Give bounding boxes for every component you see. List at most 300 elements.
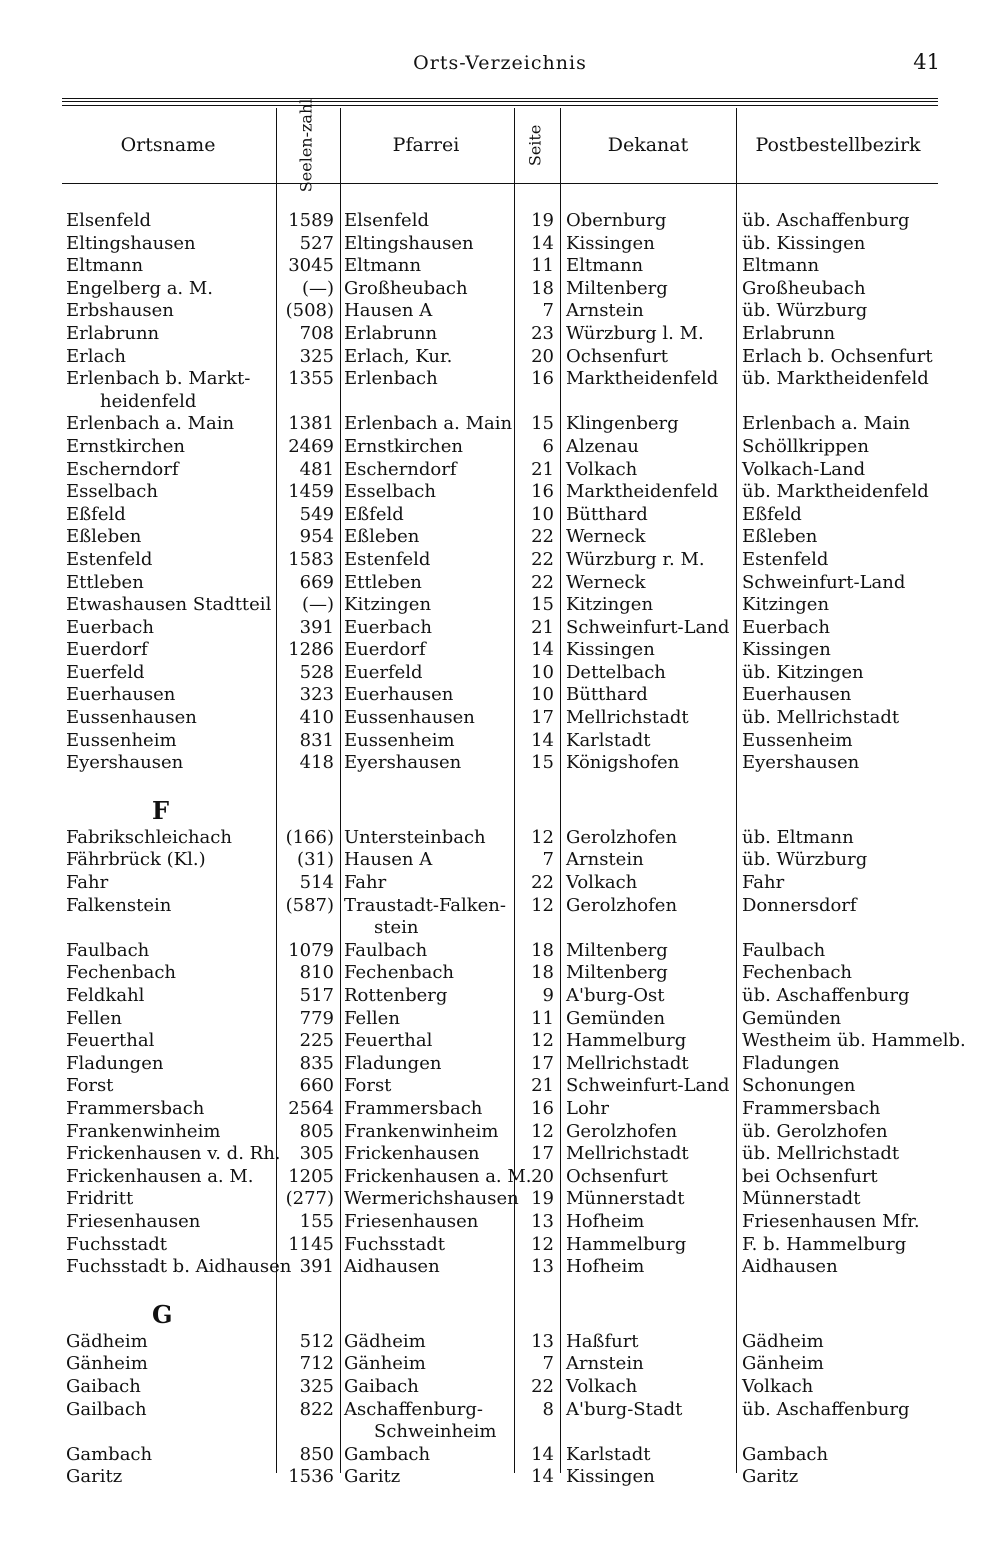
deanery-text: Miltenberg xyxy=(566,939,668,961)
page-ref xyxy=(514,940,554,963)
place-name xyxy=(66,1098,278,1121)
table-row xyxy=(62,1075,938,1098)
place-name-text: Eyershausen xyxy=(66,752,184,774)
place-name xyxy=(66,707,278,730)
population-text: 528 xyxy=(299,661,334,683)
deanery xyxy=(566,752,736,775)
deanery xyxy=(566,1399,736,1422)
place-name-text: Feldkahl xyxy=(66,985,145,1006)
deanery-text: Arnstein xyxy=(566,849,644,871)
population-text: 410 xyxy=(299,707,334,729)
deanery-text: Dettelbach xyxy=(566,661,666,683)
postal-district xyxy=(742,278,942,301)
place-name xyxy=(66,752,278,775)
deanery-text: Bütthard xyxy=(566,503,648,525)
place-name-text: Falkenstein xyxy=(66,894,172,916)
postal-district-text: üb. Aschaffenburg xyxy=(742,985,910,1006)
page-ref-text: 12 xyxy=(531,1120,554,1142)
place-name xyxy=(66,368,278,413)
place-name-text: Estenfeld xyxy=(66,548,153,570)
page-ref xyxy=(514,368,554,391)
page-ref xyxy=(514,985,554,1008)
page-ref-text: 22 xyxy=(531,872,554,894)
parish-text: Eltmann xyxy=(344,255,422,277)
place-name-text: Ettleben xyxy=(66,571,144,593)
parish xyxy=(344,572,512,595)
page-ref xyxy=(514,1353,554,1376)
postal-district-text: Kissingen xyxy=(742,639,831,661)
page-ref-text: 10 xyxy=(531,661,554,683)
postal-district xyxy=(742,1121,942,1144)
column-divider xyxy=(340,108,341,183)
place-name-text: Gaibach xyxy=(66,1375,141,1397)
deanery-text: Alzenau xyxy=(566,435,639,457)
population xyxy=(276,1353,334,1376)
table-row xyxy=(62,1376,938,1399)
parish-text: Estenfeld xyxy=(344,548,431,570)
header-dekanat: Dekanat xyxy=(607,134,689,156)
page-ref-text: 21 xyxy=(531,1075,554,1097)
population xyxy=(276,255,334,278)
parish xyxy=(344,1188,519,1211)
page-ref-text: 16 xyxy=(531,1097,554,1119)
table-row xyxy=(62,1098,938,1121)
place-name xyxy=(66,504,278,527)
header-pfarrei: Pfarrei xyxy=(392,134,460,156)
postal-district-text: Westheim üb. Hammelb. xyxy=(742,1030,966,1052)
postal-district xyxy=(742,684,942,707)
population-text: 850 xyxy=(299,1443,334,1465)
deanery xyxy=(566,962,736,985)
table-row xyxy=(62,1188,938,1211)
deanery xyxy=(566,1098,736,1121)
header-seite: Seite xyxy=(525,124,545,166)
page-ref-text: 13 xyxy=(531,1330,554,1352)
population xyxy=(276,962,334,985)
header-postbestellbezirk: Postbestellbezirk xyxy=(755,134,921,156)
population-text: (277) xyxy=(285,1188,334,1210)
page-ref xyxy=(514,1188,554,1211)
page-ref-text: 10 xyxy=(531,684,554,706)
postal-district xyxy=(742,1030,966,1053)
parish xyxy=(344,1376,512,1399)
parish-text: Euerdorf xyxy=(344,639,426,661)
parish-text: Aidhausen xyxy=(344,1256,440,1278)
place-name xyxy=(66,1234,278,1257)
postal-district-text: üb. Aschaffenburg xyxy=(742,210,910,231)
parish-text: Ernstkirchen xyxy=(344,435,463,457)
place-name-text: Etwashausen Stadtteil xyxy=(66,594,272,616)
place-name xyxy=(66,684,278,707)
page-ref xyxy=(514,413,554,436)
place-name xyxy=(66,436,278,459)
table-row xyxy=(62,1121,938,1144)
population xyxy=(276,662,334,685)
page-ref-text: 20 xyxy=(531,1165,554,1187)
postal-district xyxy=(742,300,942,323)
section-letter: F xyxy=(152,795,170,825)
deanery-text: Schweinfurt-Land xyxy=(566,1075,730,1097)
place-name xyxy=(66,323,278,346)
page-ref-text: 12 xyxy=(531,1030,554,1052)
page-ref xyxy=(514,1121,554,1144)
postal-district xyxy=(742,255,942,278)
population-text: (166) xyxy=(285,826,334,848)
postal-district xyxy=(742,872,942,895)
postal-district-text: Faulbach xyxy=(742,939,826,961)
place-name xyxy=(66,594,278,617)
page-number: 41 xyxy=(913,50,940,74)
table-row xyxy=(62,413,938,436)
population xyxy=(276,300,334,323)
parish xyxy=(344,1098,512,1121)
parish-text: Escherndorf xyxy=(344,458,457,480)
deanery-text: Klingenberg xyxy=(566,413,679,435)
population xyxy=(276,730,334,753)
page-ref-text: 20 xyxy=(531,345,554,367)
page-ref-text: 14 xyxy=(531,232,554,254)
page-ref-text: 21 xyxy=(531,616,554,638)
parish xyxy=(344,662,512,685)
parish xyxy=(344,255,512,278)
place-name-text: Garitz xyxy=(66,1466,123,1488)
place-name xyxy=(66,827,278,850)
parish-text: Eßfeld xyxy=(344,503,404,525)
deanery-text: Ochsenfurt xyxy=(566,1165,669,1187)
postal-district-text: üb. Mellrichstadt xyxy=(742,1143,900,1165)
deanery xyxy=(566,436,736,459)
place-name-text: Frammersbach xyxy=(66,1097,205,1119)
parish-continuation: Schweinheim xyxy=(374,1421,497,1443)
population xyxy=(276,1211,334,1234)
place-name xyxy=(66,346,278,369)
parish-text: Frammersbach xyxy=(344,1097,483,1119)
deanery xyxy=(566,1444,736,1467)
population xyxy=(276,895,334,918)
deanery-text: Hammelburg xyxy=(566,1030,687,1052)
parish-text: Fladungen xyxy=(344,1052,442,1074)
postal-district-text: Gemünden xyxy=(742,1007,842,1029)
postal-district xyxy=(742,572,942,595)
population xyxy=(276,1466,334,1489)
page-ref xyxy=(514,1143,554,1166)
top-rule xyxy=(62,98,938,106)
parish-text: Euerfeld xyxy=(344,661,423,683)
postal-district xyxy=(742,1466,942,1489)
deanery xyxy=(566,985,736,1008)
population xyxy=(276,1331,334,1354)
postal-district xyxy=(742,346,942,369)
population-text: 669 xyxy=(299,571,334,593)
parish-text: Erlenbach xyxy=(344,368,438,390)
page-ref xyxy=(514,849,554,872)
postal-district-text: bei Ochsenfurt xyxy=(742,1165,878,1187)
postal-district-text: üb. Gerolzhofen xyxy=(742,1120,888,1142)
place-name xyxy=(66,1466,278,1489)
place-name xyxy=(66,413,278,436)
page-ref xyxy=(514,1466,554,1489)
place-name xyxy=(66,617,278,640)
place-name xyxy=(66,459,278,482)
table-row xyxy=(62,1331,938,1354)
parish xyxy=(344,849,512,872)
population-text: 708 xyxy=(299,322,334,344)
page-ref xyxy=(514,1331,554,1354)
place-name xyxy=(66,1053,278,1076)
table-row xyxy=(62,233,938,256)
parish-text: Gänheim xyxy=(344,1353,426,1375)
deanery xyxy=(566,504,736,527)
parish xyxy=(344,459,512,482)
deanery-text: Volkach xyxy=(566,872,638,894)
postal-district-text: F. b. Hammelburg xyxy=(742,1233,907,1255)
parish-text: Garitz xyxy=(344,1466,401,1488)
parish-text: Esselbach xyxy=(344,481,436,503)
place-name-text: Fladungen xyxy=(66,1052,164,1074)
deanery-text: A'burg-Stadt xyxy=(566,1398,683,1420)
population xyxy=(276,1008,334,1031)
table-row xyxy=(62,962,938,985)
table-row xyxy=(62,572,938,595)
population-text: 1205 xyxy=(288,1165,334,1187)
page-ref xyxy=(514,1444,554,1467)
place-name-continuation: heidenfeld xyxy=(100,390,197,412)
population xyxy=(276,1234,334,1257)
parish-text: Hausen A xyxy=(344,849,433,871)
postal-district-text: üb. Kitzingen xyxy=(742,661,864,683)
deanery-text: Gerolzhofen xyxy=(566,894,678,916)
deanery-text: Karlstadt xyxy=(566,1443,651,1465)
parish xyxy=(344,1234,512,1257)
parish-text: Eltingshausen xyxy=(344,232,474,254)
place-name xyxy=(66,1331,278,1354)
deanery-text: Gerolzhofen xyxy=(566,826,678,848)
table-row xyxy=(62,1008,938,1031)
population-text: 512 xyxy=(299,1330,334,1352)
deanery-text: Marktheidenfeld xyxy=(566,481,719,503)
deanery-text: Hofheim xyxy=(566,1256,645,1278)
page-ref xyxy=(514,662,554,685)
deanery xyxy=(566,368,736,391)
parish-text: Frickenhausen a. M. xyxy=(344,1165,532,1187)
deanery-text: Karlstadt xyxy=(566,729,651,751)
table-row xyxy=(62,1143,938,1166)
table-row xyxy=(62,1166,938,1189)
deanery xyxy=(566,1075,736,1098)
parish-text: Gaibach xyxy=(344,1375,419,1397)
page-ref-text: 16 xyxy=(531,481,554,503)
page-ref-text: 12 xyxy=(531,894,554,916)
deanery xyxy=(566,481,736,504)
population xyxy=(276,707,334,730)
place-name xyxy=(66,1075,278,1098)
place-name xyxy=(66,1211,278,1234)
deanery xyxy=(566,549,736,572)
parish-text: Fechenbach xyxy=(344,962,455,984)
parish-text: Friesenhausen xyxy=(344,1210,479,1232)
population-text: 831 xyxy=(299,729,334,751)
page-ref-text: 12 xyxy=(531,826,554,848)
deanery xyxy=(566,1188,736,1211)
table-row xyxy=(62,255,938,278)
page-ref-text: 12 xyxy=(531,1233,554,1255)
population-text: 527 xyxy=(299,232,334,254)
page-ref xyxy=(514,1030,554,1053)
deanery xyxy=(566,1143,736,1166)
place-name-text: Eussenheim xyxy=(66,729,177,751)
postal-district-text: üb. Marktheidenfeld xyxy=(742,481,929,503)
page-ref xyxy=(514,895,554,918)
deanery xyxy=(566,684,736,707)
parish-text: Fahr xyxy=(344,872,387,894)
place-name-text: Escherndorf xyxy=(66,458,179,480)
population xyxy=(276,1053,334,1076)
place-name-text: Esselbach xyxy=(66,481,158,503)
population xyxy=(276,549,334,572)
place-name xyxy=(66,985,278,1008)
population xyxy=(276,1444,334,1467)
deanery-text: Bütthard xyxy=(566,684,648,706)
deanery xyxy=(566,233,736,256)
population-text: 1536 xyxy=(288,1466,334,1488)
table-row xyxy=(62,1256,938,1279)
postal-district xyxy=(742,985,942,1008)
page-ref xyxy=(514,255,554,278)
parish xyxy=(344,1008,512,1031)
parish xyxy=(344,1075,512,1098)
parish xyxy=(344,1331,512,1354)
page-ref xyxy=(514,639,554,662)
population xyxy=(276,436,334,459)
deanery-text: Kissingen xyxy=(566,639,655,661)
parish xyxy=(344,1030,512,1053)
deanery-text: Gemünden xyxy=(566,1007,666,1029)
page-ref-text: 19 xyxy=(531,210,554,231)
postal-district-text: Fahr xyxy=(742,872,785,894)
place-name xyxy=(66,1166,278,1189)
population-text: 481 xyxy=(299,458,334,480)
postal-district xyxy=(742,662,942,685)
postal-district xyxy=(742,1098,942,1121)
deanery-text: Münnerstadt xyxy=(566,1188,685,1210)
deanery xyxy=(566,323,736,346)
deanery-text: Mellrichstadt xyxy=(566,1052,689,1074)
parish xyxy=(344,526,512,549)
parish xyxy=(344,1211,512,1234)
population xyxy=(276,1399,334,1422)
table-row xyxy=(62,872,938,895)
place-name xyxy=(66,940,278,963)
place-name xyxy=(66,1121,278,1144)
deanery-text: Schweinfurt-Land xyxy=(566,616,730,638)
deanery xyxy=(566,255,736,278)
deanery xyxy=(566,526,736,549)
deanery xyxy=(566,1166,736,1189)
postal-district xyxy=(742,1256,942,1279)
postal-district-text: üb. Eltmann xyxy=(742,826,854,848)
population-text: 835 xyxy=(299,1052,334,1074)
parish xyxy=(344,594,512,617)
place-name xyxy=(66,278,278,301)
postal-district-text: Fladungen xyxy=(742,1052,840,1074)
table-row xyxy=(62,617,938,640)
page-ref xyxy=(514,1053,554,1076)
population xyxy=(276,684,334,707)
parish xyxy=(344,617,512,640)
postal-district xyxy=(742,1053,942,1076)
table-row xyxy=(62,827,938,850)
postal-district xyxy=(742,940,942,963)
deanery-text: Werneck xyxy=(566,526,646,548)
parish-text: Aschaffenburg- xyxy=(344,1398,483,1420)
population xyxy=(276,594,334,617)
postal-district-text: Euerhausen xyxy=(742,684,852,706)
postal-district-text: Münnerstadt xyxy=(742,1188,861,1210)
place-name-text: Friesenhausen xyxy=(66,1210,201,1232)
page-ref-text: 14 xyxy=(531,729,554,751)
deanery-text: Kissingen xyxy=(566,232,655,254)
page-ref xyxy=(514,1166,554,1189)
parish xyxy=(344,1444,512,1467)
parish xyxy=(344,1143,512,1166)
column-divider xyxy=(514,108,515,183)
parish xyxy=(344,300,512,323)
table-row xyxy=(62,1466,938,1489)
table-row xyxy=(62,639,938,662)
postal-district xyxy=(742,827,942,850)
place-name xyxy=(66,233,278,256)
postal-district xyxy=(742,730,942,753)
postal-district-text: Volkach-Land xyxy=(742,458,866,480)
table-row xyxy=(62,323,938,346)
page-ref xyxy=(514,459,554,482)
parish-text: Erlenbach a. Main xyxy=(344,413,513,435)
place-name xyxy=(66,1008,278,1031)
page-ref-text: 22 xyxy=(531,1375,554,1397)
parish-text: Euerhausen xyxy=(344,684,454,706)
table-row xyxy=(62,549,938,572)
population-text: 1145 xyxy=(288,1233,334,1255)
page-ref-text: 22 xyxy=(531,526,554,548)
deanery xyxy=(566,1008,736,1031)
deanery-text: Eltmann xyxy=(566,255,644,277)
population-text: 323 xyxy=(299,684,334,706)
deanery-text: Miltenberg xyxy=(566,962,668,984)
place-name-text: Erlach xyxy=(66,345,126,367)
place-name-text: Frankenwinheim xyxy=(66,1120,221,1142)
deanery xyxy=(566,413,736,436)
place-name xyxy=(66,255,278,278)
postal-district-text: Gädheim xyxy=(742,1330,824,1352)
table-row xyxy=(62,594,938,617)
place-name xyxy=(66,1444,278,1467)
table-row xyxy=(62,1353,938,1376)
page-ref xyxy=(514,210,554,233)
place-name xyxy=(66,895,278,918)
running-title: Orts-Verzeichnis xyxy=(413,52,587,74)
page-ref-text: 15 xyxy=(531,413,554,435)
page-ref-text: 7 xyxy=(542,300,554,322)
page-ref-text: 8 xyxy=(542,1398,554,1420)
postal-district-text: üb. Marktheidenfeld xyxy=(742,368,929,390)
section-letter: G xyxy=(152,1299,173,1329)
parish xyxy=(344,413,512,436)
table-row xyxy=(62,210,938,233)
page-ref xyxy=(514,572,554,595)
parish xyxy=(344,985,512,1008)
parish-text: Rottenberg xyxy=(344,985,448,1006)
place-name-text: Gailbach xyxy=(66,1398,147,1420)
